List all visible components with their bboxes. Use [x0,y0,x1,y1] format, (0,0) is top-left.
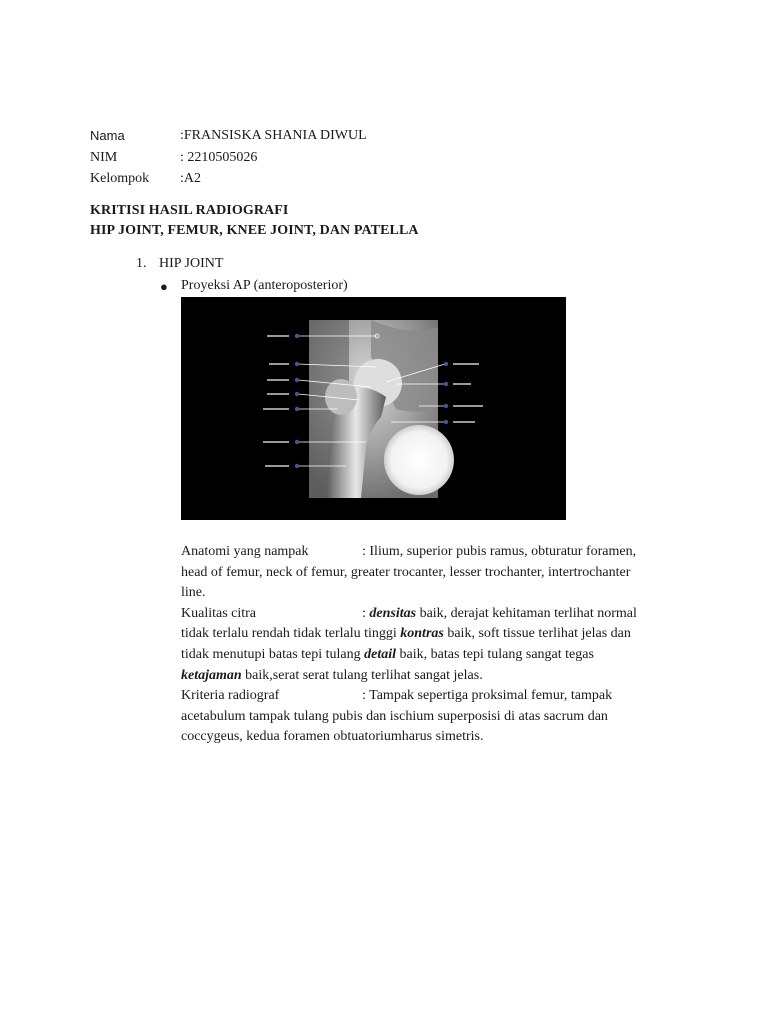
kriteria-line-1 [181,686,681,707]
kontras-term: kontras [400,626,444,642]
description-block [181,542,681,748]
anatomi-line-2: head of femur, neck of femur, greater trocanter, lesser trochanter, intertrochanter [181,564,631,580]
list-number: 1. [136,256,147,271]
kualitas-label: Kualitas citra [181,605,257,621]
section-heading: HIP JOINT [159,256,224,271]
document-subtitle: HIP JOINT, FEMUR, KNEE JOINT, DAN PATELLA [90,223,419,238]
kelompok-label: Kelompok [90,171,150,186]
anatomi-line-3: line. [181,585,206,601]
kualitas-line-4: ketajaman baik,serat serat tulang terlihat sangat jelas. [181,667,483,683]
densitas-term: densitas [369,605,417,621]
kualitas-line-1 [181,604,681,625]
kelompok-value: :A2 [180,171,201,186]
document-title: KRITISI HASIL RADIOGRAFI [90,203,289,218]
ketajaman-term: ketajaman [181,667,242,683]
xray-illustration [181,297,566,520]
kualitas-text-1: : densitas baik, derajat kehitaman terlihat normal [362,605,637,621]
detail-term: detail [364,646,397,662]
bullet-icon: ● [160,279,168,294]
kualitas-line-2: tidak terlalu rendah tidak terlalu tinggi kontras baik, soft tissue terlihat jelas dan [181,626,631,642]
nim-value: : 2210505026 [180,150,258,165]
nama-value: :FRANSISKA SHANIA DIWUL [180,128,367,143]
anatomi-line-1 [181,542,681,563]
kriteria-line-2: acetabulum tampak tulang pubis dan ischium superposisi di atas sacrum dan [181,708,608,724]
kualitas-line-3: tidak menutupi batas tepi tulang detail baik, batas tepi tulang sangat tegas [181,646,594,662]
nama-label: Nama [90,128,125,143]
kriteria-line-3: coccygeus, kedua foramen obtuatoriumharus simetris. [181,729,484,745]
anatomi-text: : Ilium, superior pubis ramus, obturatur foramen, [362,544,637,559]
xray-image [181,297,566,520]
nim-label: NIM [90,150,118,165]
anatomi-label: Anatomi yang nampak [181,544,309,559]
kriteria-label: Kriteria radiograf [181,688,280,704]
kriteria-text: : Tampak sepertiga proksimal femur, tampak [362,688,613,704]
bullet-text: Proyeksi AP (anteroposterior) [181,278,348,293]
